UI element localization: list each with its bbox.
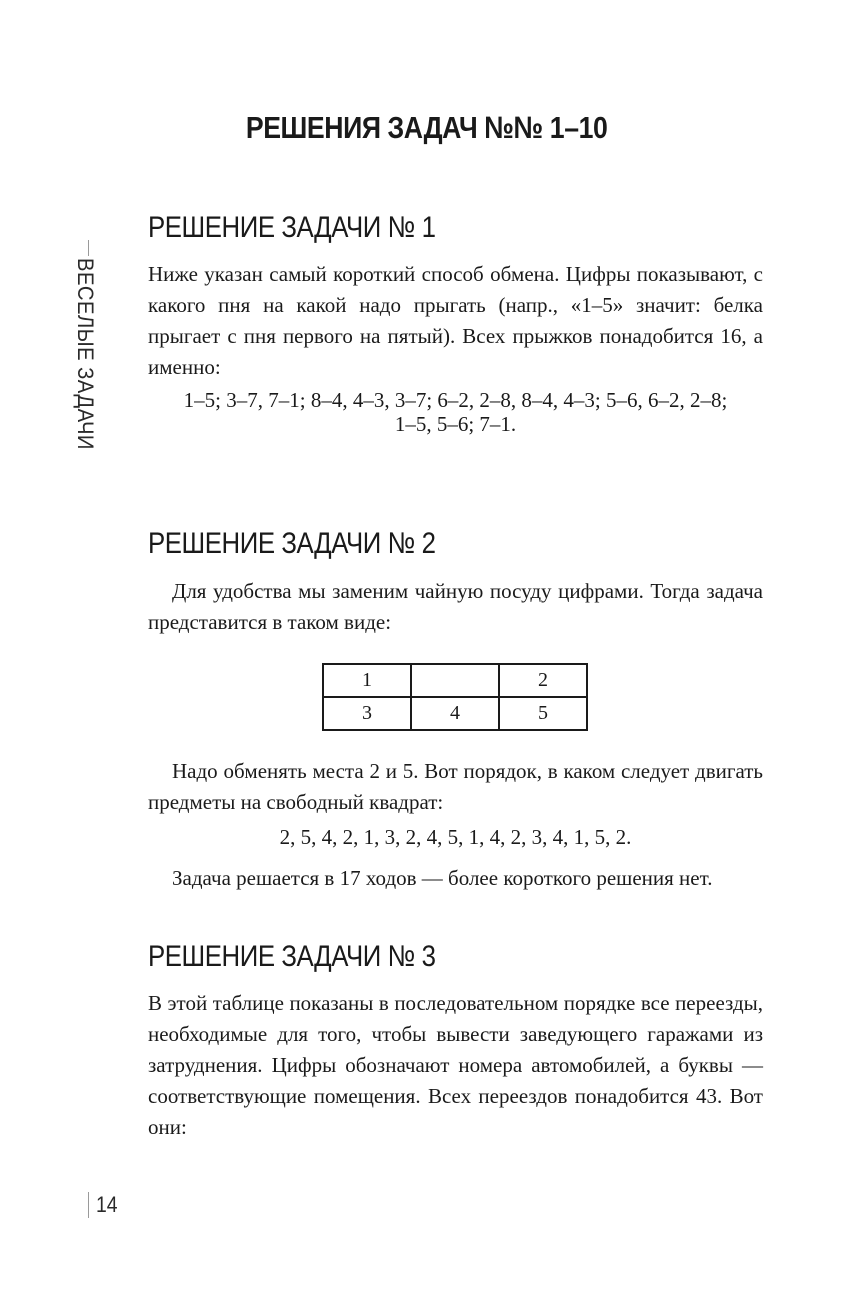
grid-cell: 2 [499,664,587,697]
section-3-heading: РЕШЕНИЕ ЗАДАЧИ № 3 [148,940,436,973]
grid-cell: 5 [499,697,587,730]
grid-cell-empty [411,664,499,697]
running-head-rule [88,240,89,256]
running-head-text: ВЕСЕЛЫЕ ЗАДАЧИ [73,258,98,450]
section-2-heading: РЕШЕНИЕ ЗАДАЧИ № 2 [148,527,436,560]
section-3-paragraph: В этой таблице показаны в последовательном порядке все переезды, необходимые для того, чтобы вывести заведующего гаражами из затруднения. Цифры обозначают номера автомобилей, а буквы — соответствующие помещения. Всех переездов понадобится 43. Вот они: [148,991,763,1139]
grid-cell: 4 [411,697,499,730]
grid-cell: 1 [323,664,411,697]
section-2-paragraph-2: Надо обменять места 2 и 5. Вот порядок, в каком следует двигать предметы на свободный квадрат: [148,759,763,814]
grid-cell: 3 [323,697,411,730]
page-number-rule [88,1192,89,1218]
page-title: РЕШЕНИЯ ЗАДАЧ №№ 1–10 [245,110,608,145]
tea-set-grid [322,663,588,731]
section-1-paragraph: Ниже указан самый короткий способ обмена. Цифры показывают, с какого пня на какой надо прыгать (напр., «1–5» значит: белка прыгает с пня первого на пятый). Всех прыжков понадобится 16, а именно: [148,262,763,379]
section-2-paragraph-1: Для удобства мы заменим чайную посуду цифрами. Тогда задача представится в таком виде: [148,579,763,634]
section-1-moves-line-1: 1–5; 3–7, 7–1; 8–4, 4–3, 3–7; 6–2, 2–8, 8–4, 4–3; 5–6, 6–2, 2–8; [183,388,728,412]
section-2-move-sequence: 2, 5, 4, 2, 1, 3, 2, 4, 5, 1, 4, 2, 3, 4, 1, 5, 2. [279,825,632,849]
page-number: 14 [96,1192,118,1217]
section-1-heading: РЕШЕНИЕ ЗАДАЧИ № 1 [148,211,436,244]
grid-row [323,697,587,730]
grid-row [323,664,587,697]
section-1-moves-line-2: 1–5, 5–6; 7–1. [394,412,517,436]
section-2-paragraph-3: Задача решается в 17 ходов — более короткого решения нет. [172,866,713,890]
running-head [72,258,112,450]
